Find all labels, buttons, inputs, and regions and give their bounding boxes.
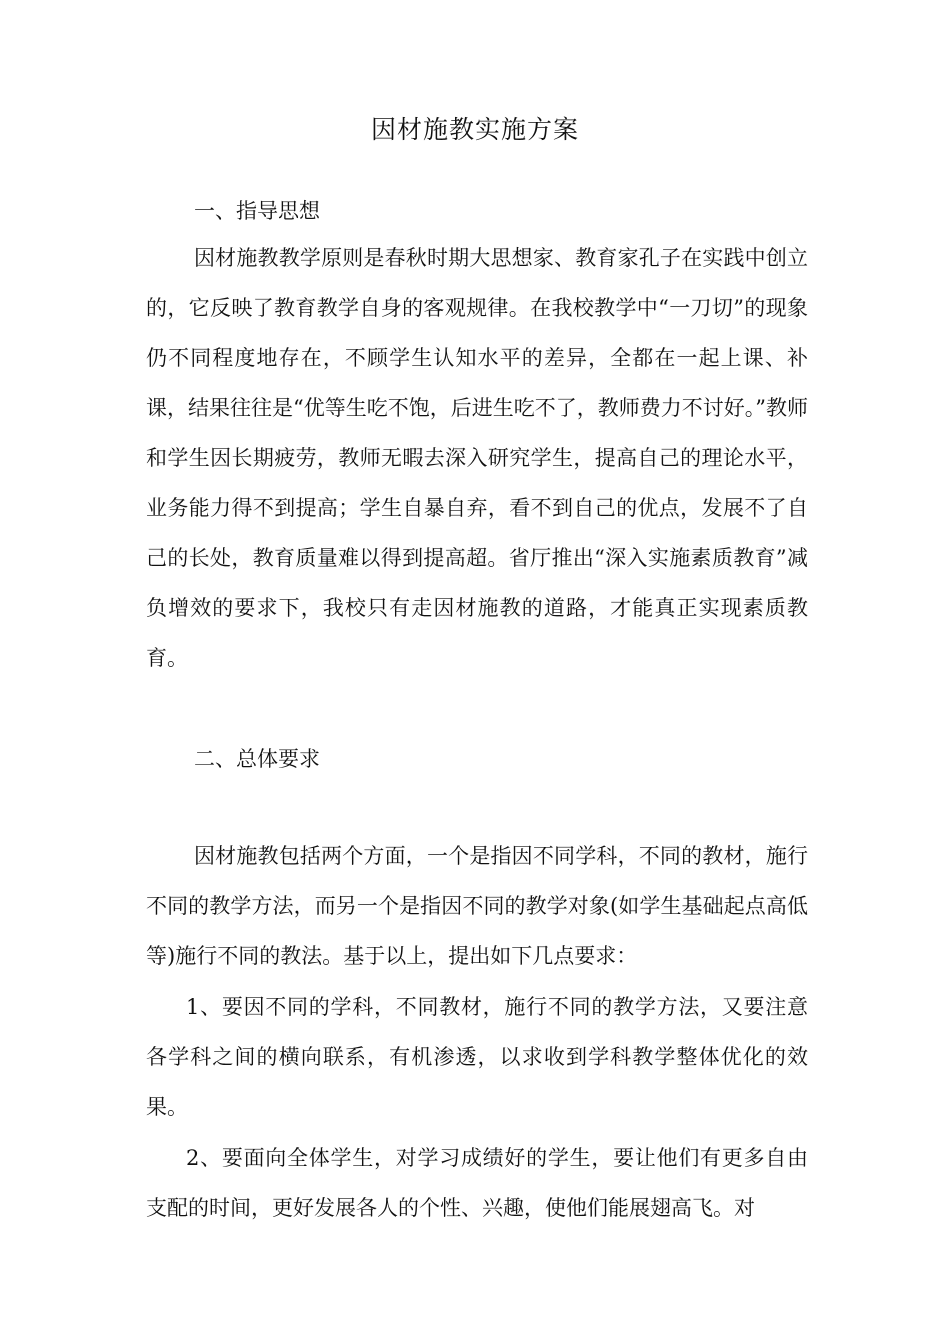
document-title: 因材施教实施方案 [370,115,579,144]
section-heading-general-requirements: 二、总体要求 [194,747,320,771]
requirement-item-1: 1、要因不同的学科，不同教材，施行不同的教学方法，又要注意各学科之间的横向联系，有机渗透，以求收到学科教学整体优化的效果。 [146,995,808,1119]
section-heading-guiding-thought: 一、指导思想 [194,199,320,223]
requirement-item-2: 2、要面向全体学生，对学习成绩好的学生，要让他们有更多自由支配的时间，更好发展各人的个性、兴趣，使他们能展翅高飞。对 [146,1146,808,1220]
section-paragraph-guiding-thought: 因材施教教学原则是春秋时期大思想家、教育家孔子在实践中创立的，它反映了教育教学自身的客观规律。在我校教学中“一刀切”的现象仍不同程度地存在，不顾学生认知水平的差异，全都在一起上课、补课，结果往往是“优等生吃不饱，后进生吃不了，教师费力不讨好。”教师和学生因长期疲劳，教师无暇去深入研究学生，提高自己的理论水平，业务能力得不到提高；学生自暴自弃，看不到自己的优点，发展不了自己的长处，教育质量难以得到提高超。省厅推出“深入实施素质教育”减负增效的要求下，我校只有走因材施教的道路，才能真正实现素质教育。 [146,246,808,670]
section-paragraph-general-requirements: 因材施教包括两个方面，一个是指因不同学科，不同的教材，施行不同的教学方法，而另一个是指因不同的教学对象(如学生基础起点高低等)施行不同的教法。基于以上，提出如下几点要求： [146,844,808,968]
